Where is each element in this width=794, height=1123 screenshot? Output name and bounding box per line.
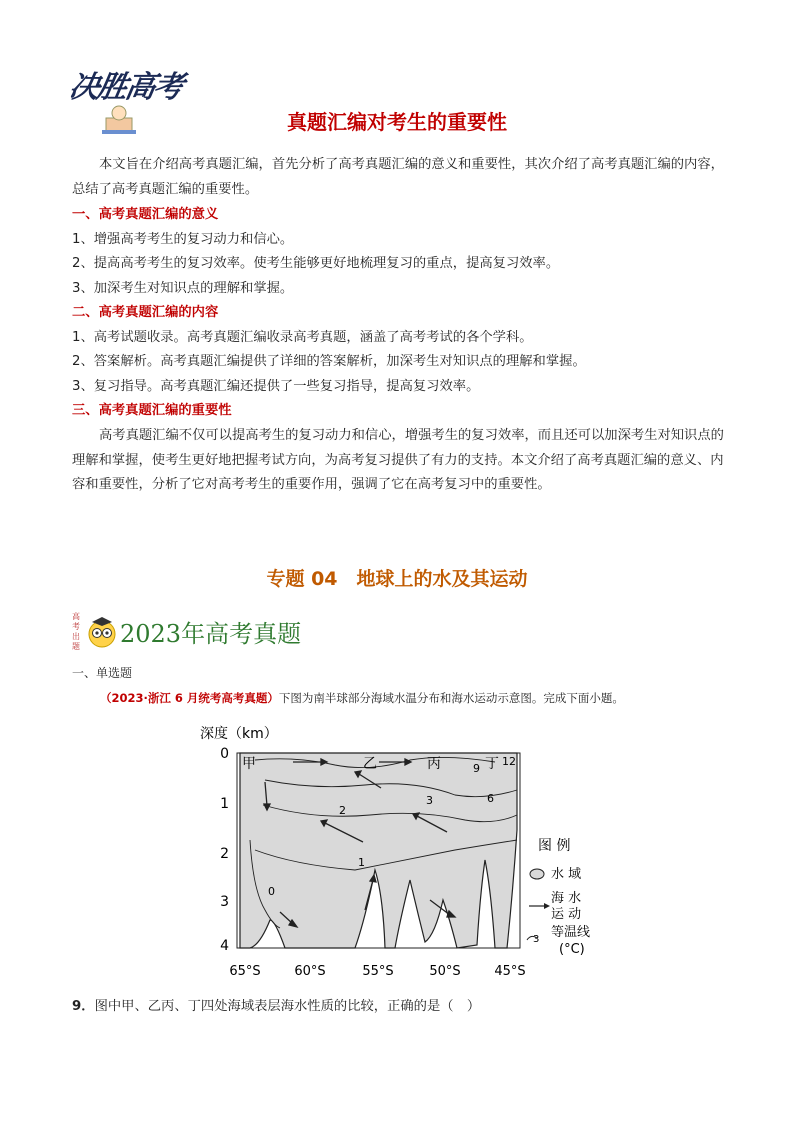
water-area: [240, 753, 517, 948]
legend-isotherm-2: (°C): [559, 942, 585, 957]
question-number: 9．: [72, 999, 95, 1014]
section-1-item: 3、加深考生对知识点的理解和掌握。: [72, 281, 294, 296]
question-type: 一、单选题: [72, 666, 133, 680]
place-label: 乙: [363, 756, 377, 772]
xtick: 45°S: [494, 964, 526, 979]
ytick: 4: [220, 938, 229, 954]
banner-side-text: 高考出题: [72, 612, 80, 651]
ytick: 3: [220, 894, 229, 910]
place-label: 甲: [242, 756, 256, 772]
legend-water: 水 域: [551, 867, 582, 882]
banner-title: 2023年高考真题: [120, 620, 302, 648]
section-2-item: 3、复习指导。高考真题汇编还提供了一些复习指导，提高复习效率。: [72, 379, 480, 394]
figure-legend: [527, 838, 590, 957]
question-source: （2023·浙江 6 月统考高考真题）: [100, 691, 279, 705]
section-2-item: 1、高考试题收录。高考真题汇编收录高考真题，涵盖了高考考试的各个学科。: [72, 330, 533, 345]
legend-isotherm-1: 等温线: [551, 925, 591, 940]
ytick: 0: [220, 746, 229, 762]
section-1-heading: 一、高考真题汇编的意义: [72, 207, 219, 222]
xtick: 60°S: [294, 964, 326, 979]
section-3-heading: 三、高考真题汇编的重要性: [72, 403, 232, 418]
isotherm-label: 6: [487, 792, 494, 805]
question-text: 图中甲、乙丙、丁四处海域表层海水性质的比较，正确的是（ ）: [94, 999, 481, 1014]
isotherm-label: 1: [358, 856, 365, 869]
legend-isotherm-sample: 3: [533, 934, 540, 945]
xtick: 65°S: [229, 964, 261, 979]
isotherm-label: 9: [473, 762, 480, 775]
question-9: [72, 995, 480, 1014]
xtick: 55°S: [362, 964, 394, 979]
isotherm-label: 2: [339, 804, 346, 817]
section-3-paragraph: 高考真题汇编不仅可以提高考生的复习动力和信心，增强考生的复习效率，而且还可以加深考生对知识点的理解和掌握，使考生更好地把握考试方向，为高考复习提供了有力的支持。本文介绍了高考真题汇编的意义、内容和重要性，分析了它对高考考生的重要作用，强调了它在高考复习中的重要性。: [72, 428, 724, 492]
question-intro: [100, 690, 624, 706]
ytick: 2: [220, 846, 229, 862]
owl-face-icon: [86, 616, 118, 648]
question-intro-text: 下图为南半球部分海域水温分布和海水运动示意图。完成下面小题。: [278, 691, 624, 705]
place-label: 丁: [485, 756, 499, 772]
ocean-figure: [195, 720, 615, 985]
section-1-item: 2、提高高考考生的复习效率。使考生能够更好地梳理复习的重点，提高复习效率。: [72, 256, 560, 271]
section-2-heading: 二、高考真题汇编的内容: [72, 305, 219, 320]
logo-text: 决胜高考: [66, 70, 185, 105]
isotherm-label: 12: [502, 755, 516, 768]
ytick: 1: [220, 796, 229, 812]
figure-ylabel: 深度（km）: [200, 726, 278, 742]
page-title: 真题汇编对考生的重要性: [287, 110, 507, 134]
intro-paragraph: 本文旨在介绍高考真题汇编，首先分析了高考真题汇编的意义和重要性，其次介绍了高考真题汇编的内容，总结了高考真题汇编的重要性。: [72, 157, 724, 197]
legend-title: 图 例: [538, 838, 571, 854]
section-2-item: 2、答案解析。高考真题汇编提供了详细的答案解析，加深考生对知识点的理解和掌握。: [72, 354, 586, 369]
section-1-item: 1、增强高考考生的复习动力和信心。: [72, 232, 294, 247]
year-banner: [72, 612, 332, 656]
legend-motion-2: 运 动: [551, 907, 582, 922]
isotherm-label: 3: [426, 794, 433, 807]
legend-motion-1: 海 水: [551, 891, 582, 906]
xtick: 50°S: [429, 964, 461, 979]
topic-title: 专题 04 地球上的水及其运动: [266, 568, 528, 590]
place-label: 丙: [427, 756, 441, 772]
isotherm-label: 0: [268, 885, 275, 898]
